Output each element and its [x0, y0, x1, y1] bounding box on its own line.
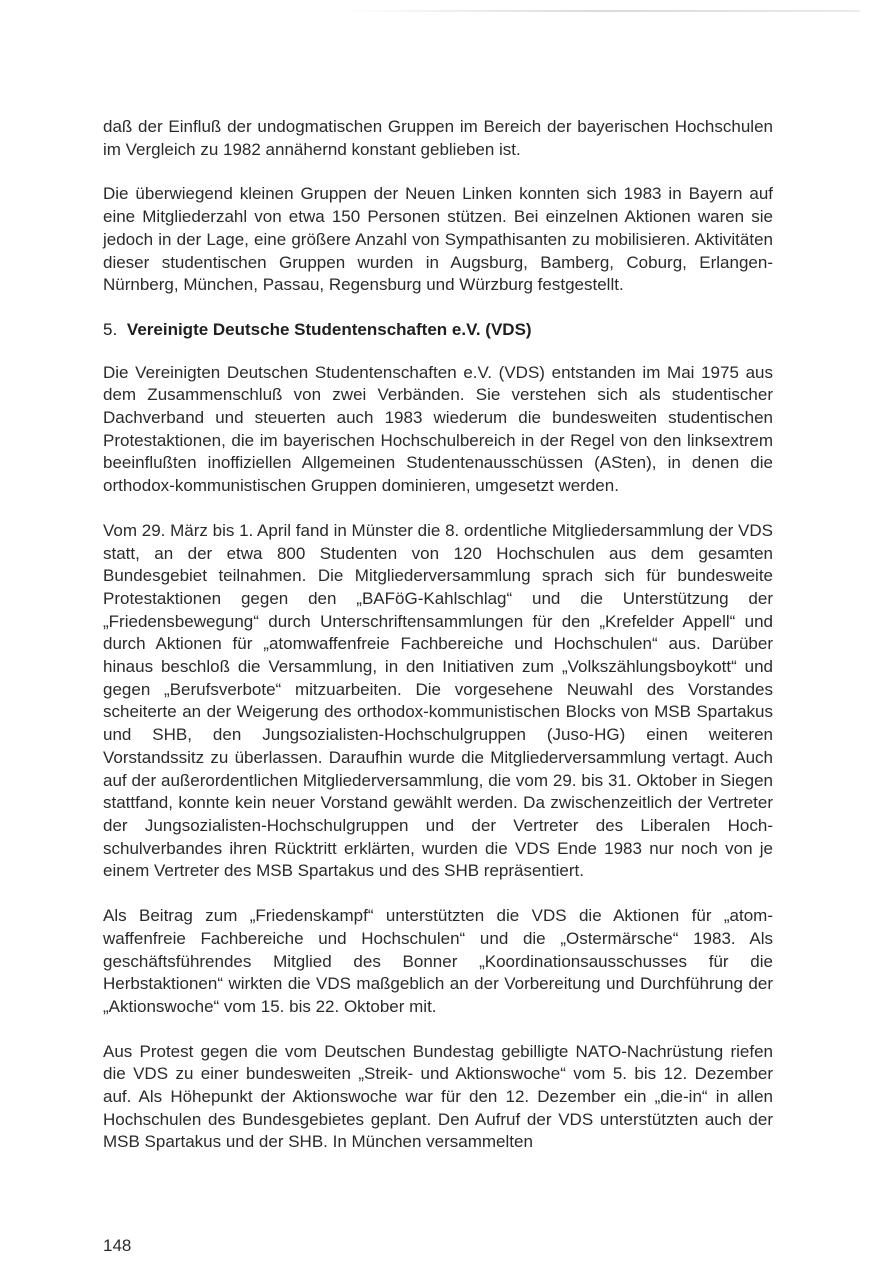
paragraph-neue-linke: Die überwiegend kleinen Gruppen der Neuen Linken konnten sich 1983 in Bayern auf eine Mitgliederzahl von etwa 150 Personen stützen. Bei einzelnen Aktionen waren sie jedoch in der Lage, eine größere Anzahl von Sympathisanten zu mobilisieren. Aktivitäten dieser studentischen Gruppen wurden in Augsburg, Bamberg, Coburg, Erlangen-Nürnberg, München, Passau, Regensburg und Würzburg festgestellt. — [103, 184, 773, 295]
page-number: 148 — [103, 1236, 132, 1255]
section-heading — [103, 319, 773, 342]
paragraph-continuation: daß der Einfluß der undogmatischen Gruppen im Bereich der bayerischen Hochschulen im Vergleich zu 1982 annähernd konstant geblieben ist. — [103, 117, 773, 159]
section-title: Vereinigte Deutsche Studentenschaften e.V. (VDS) — [126, 319, 532, 339]
scan-edge-line — [340, 10, 860, 12]
paragraph-friedenskampf: Als Beitrag zum „Friedenskampf“ unterstützten die VDS die Aktionen für „atomwaffenfreie Fachbereiche und Hochschulen“ und die „Ostermärsche“ 1983. Als geschäftsführendes Mitglied des Bonner „Koordinationsausschusses für die Herbstaktionen“ wirkten die VDS maßgeblich an der Vorbereitung und Durchführung der „Aktionswoche“ vom 15. bis 22. Oktober mit. — [103, 906, 773, 1016]
paragraph-vds-intro: Die Vereinigten Deutschen Studentenschaften e.V. (VDS) entstanden im Mai 1975 aus dem Zusammenschluß von zwei Verbänden. Sie verstehen sich als studentischer Dachverband und steuerten auch 1983 wiederum die bundesweiten studentischen Protestaktionen, die im bayerischen Hochschulbereich in der Regel von den linksextrem beeinflußten inoffiziellen Allgemeinen Studentenausschüssen (ASten), in denen die orthodox-kommunistischen Gruppen dominieren, umgesetzt werden. — [103, 362, 773, 496]
body-text — [103, 116, 773, 1176]
paragraph-nato-protest: Aus Protest gegen die vom Deutschen Bundestag gebilligte NATO-Nachrüstung riefen die VDS zu einer bundesweiten „Streik- und Aktionswoche“ vom 5. bis 12. Dezember auf. Als Höhepunkt der Aktionswoche war für den 12. Dezember ein „die-in“ in allen Hochschulen des Bundesgebietes geplant. Den Aufruf der VDS unterstützten auch der MSB Spartakus und der SHB. In München versammelten — [103, 1041, 773, 1152]
paragraph-mitgliederversammlung: Vom 29. März bis 1. April fand in Münster die 8. ordentliche Mitgliedersammlung der VDS statt, an der etwa 800 Studenten von 120 Hochschulen aus dem gesamten Bundesgebiet teilnahmen. Die Mitgliederversammlung sprach sich für bundesweite Protestaktionen gegen den „BAFöG-Kahlschlag“ und die Unterstützung der „Friedensbewegung“ durch Unterschriftensammlungen für den „Krefelder Appell“ und durch Aktionen für „atomwaffenfreie Fachbereiche und Hochschulen“ aus. Darüber hinaus beschloß die Versammlung, in den Initiativen zum „Volkszählungsboykott“ und gegen „Berufsverbote“ mitzuarbeiten. Die vorgesehene Neuwahl des Vorstandes scheiterte an der Weigerung des orthodox-kommunistischen Blocks von MSB Spartakus und SHB, den Jungsozialisten-Hochschulgruppen (Juso-HG) einen weiteren Vorstandssitz zu überlassen. Daraufhin wurde die Mitgliederversammlung vertagt. Auch auf der außerordentlichen Mitgliederversammlung, die vom 29. bis 31. Oktober in Siegen stattfand, konnte kein neuer Vorstand gewählt werden. Da zwischenzeitlich der Vertreter der Jungsozialisten-Hochschulgruppen und der Vertreter des Liberalen Hochschulverbandes ihren Rücktritt erklärten, wurden die VDS Ende 1983 nur noch von je einem Vertreter des MSB Spartakus und des SHB repräsentiert. — [103, 520, 773, 881]
section-number: 5. — [103, 319, 118, 339]
